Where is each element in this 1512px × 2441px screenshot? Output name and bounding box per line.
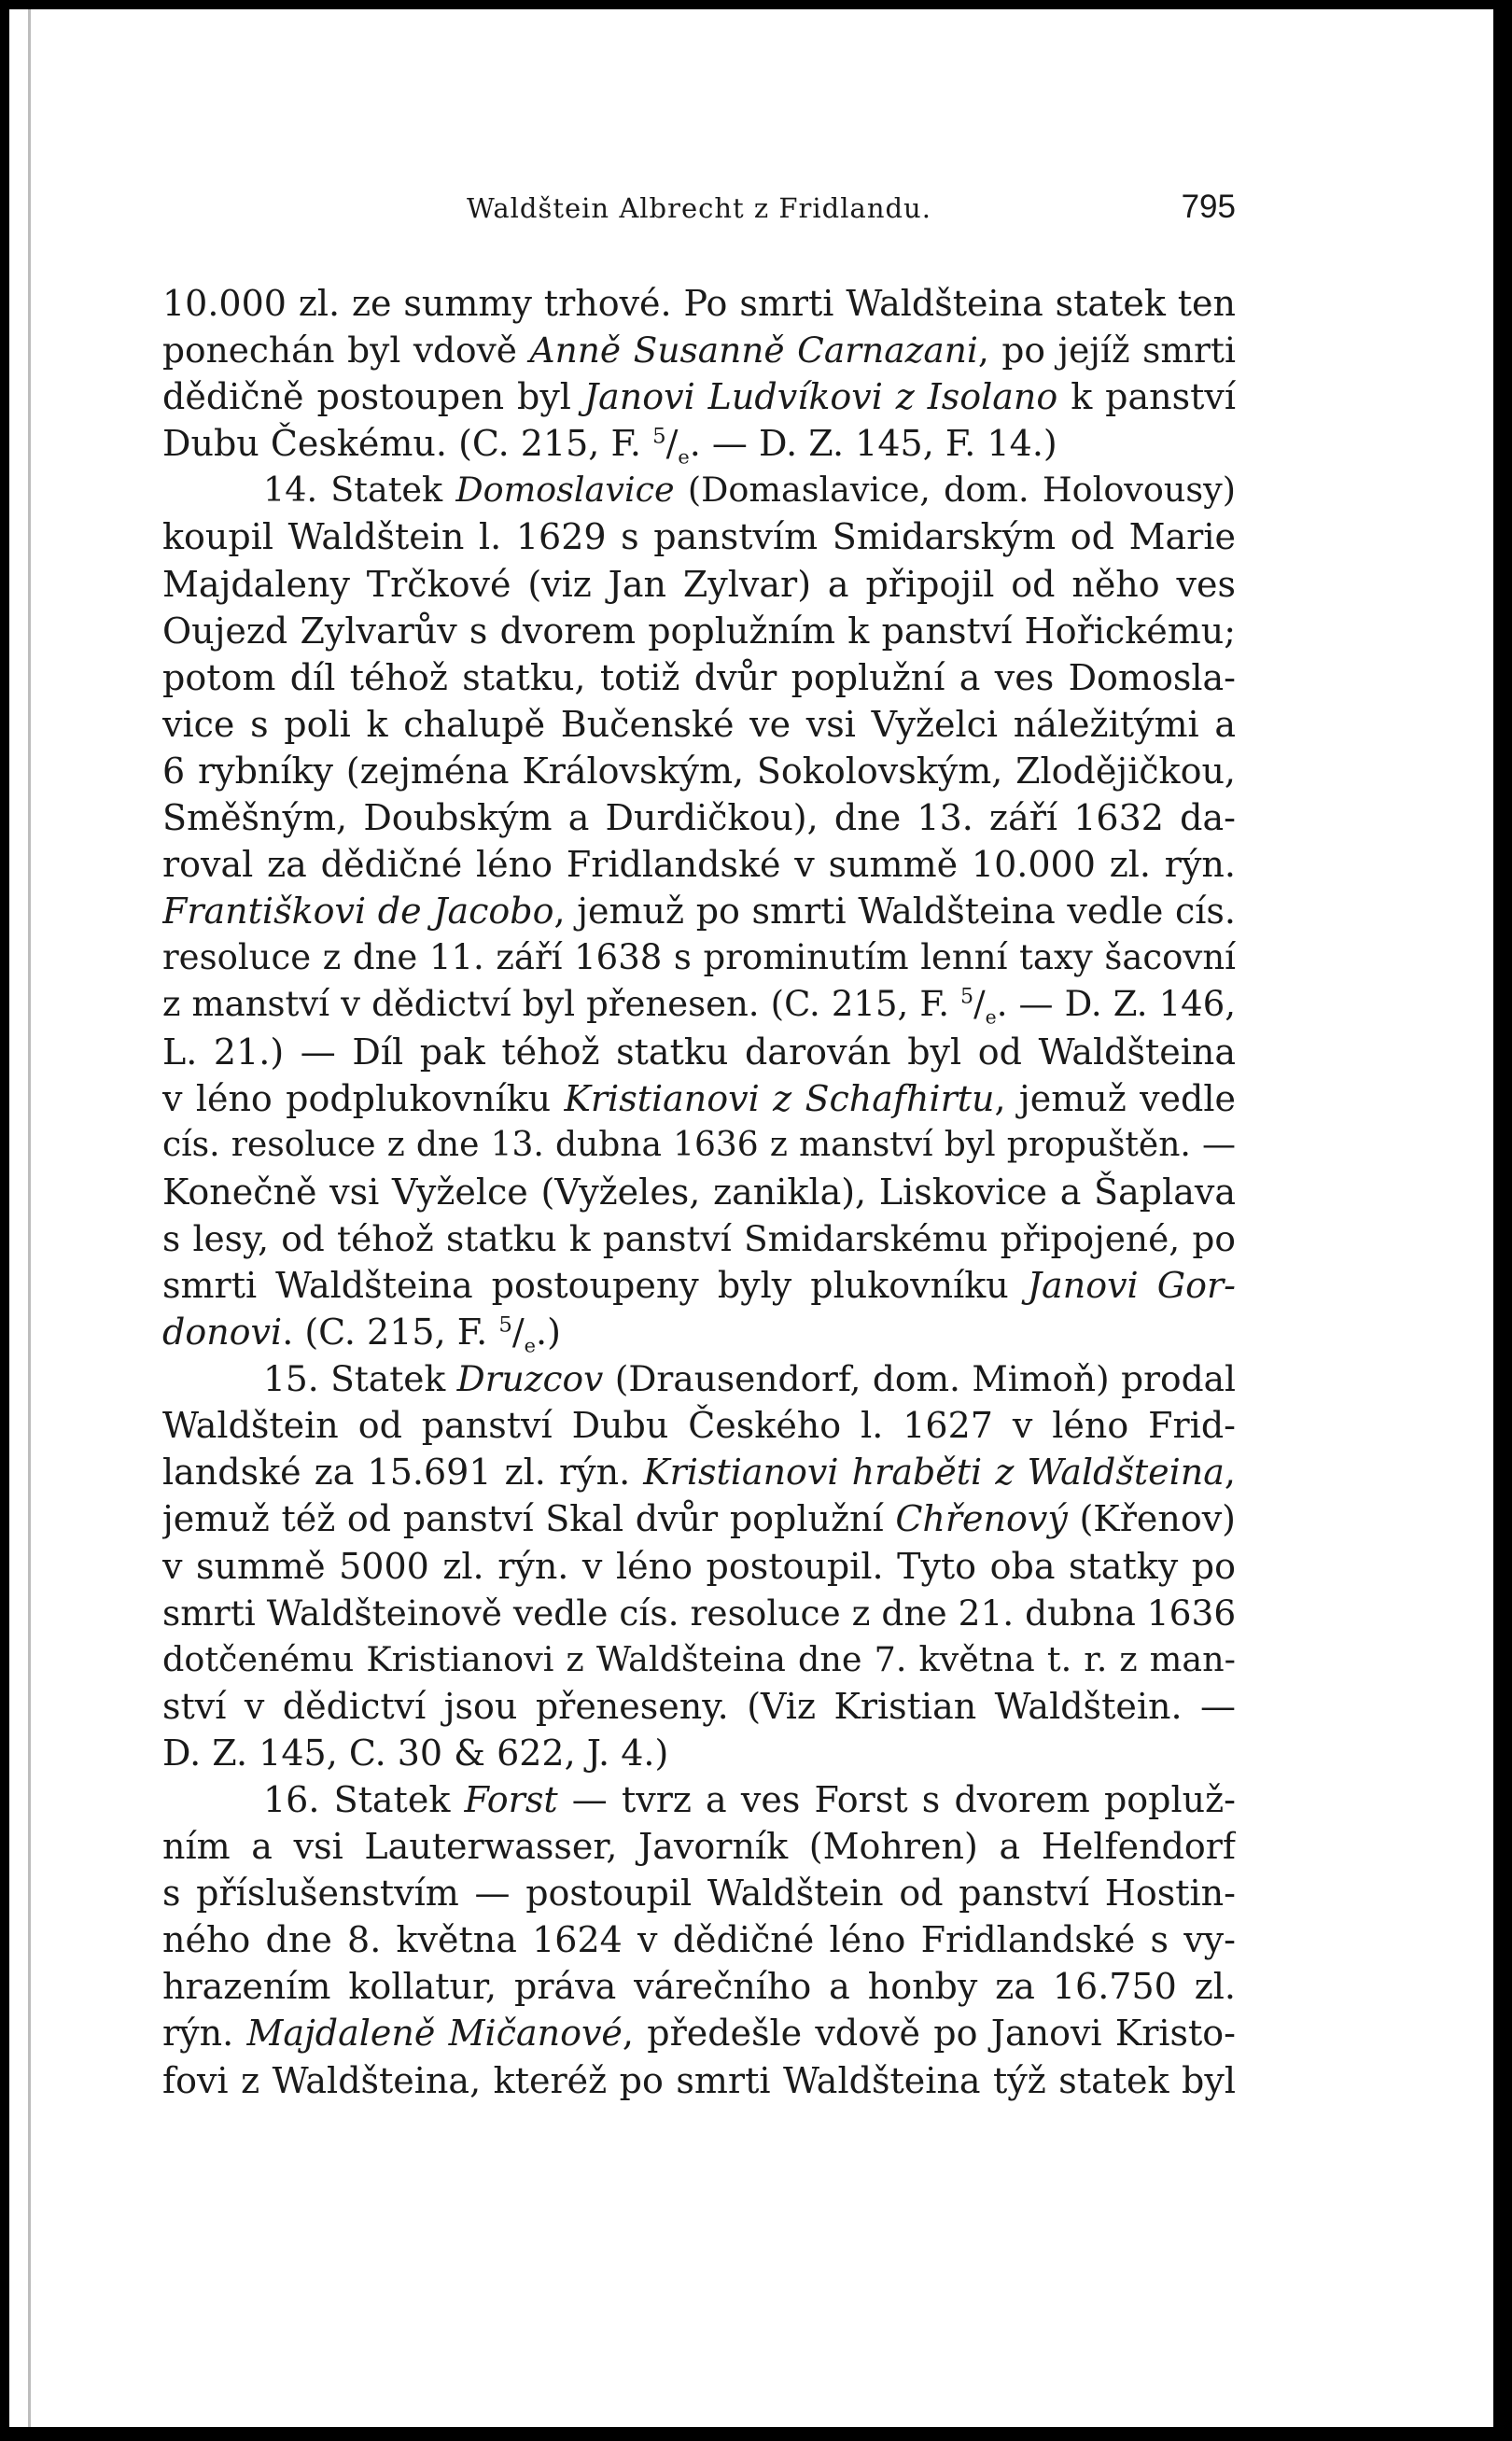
text-line: ného dne 8. května 1624 v dědičné léno Fridlandské s vy- xyxy=(162,1919,1236,1961)
text-line: vice s poli k chalupě Bučenské ve vsi Vyželci náležitými a xyxy=(162,703,1236,745)
page-header xyxy=(162,183,1236,239)
text-line: D. Z. 145, C. 30 & 622, J. 4.) xyxy=(162,1732,669,1774)
text-line: dědičně postoupen byl Janovi Ludvíkovi z Isolano k panství xyxy=(162,376,1236,418)
text-line: Směšným, Doubským a Durdičkou), dne 13. září 1632 da- xyxy=(162,797,1236,839)
page-edge xyxy=(9,9,31,2427)
text-line: potom díl téhož statku, totiž dvůr poplužní a ves Domosla- xyxy=(162,656,1236,698)
paragraph-16 xyxy=(162,1776,1236,2104)
text-line: Konečně vsi Vyželce (Vyželes, zanikla), Liskovice a Šaplava xyxy=(162,1171,1236,1213)
text-line: 10.000 zl. ze summy trhové. Po smrti Waldšteina statek ten xyxy=(162,283,1236,324)
text-line: dotčenému Kristianovi z Waldšteina dne 7. května t. r. z man- xyxy=(162,1638,1236,1679)
paragraph-continuation xyxy=(162,280,1236,467)
text-line: cís. resoluce z dne 13. dubna 1636 z manství byl propuštěn. — xyxy=(162,1125,1236,1164)
text-line: L. 21.) — Díl pak téhož statku darován byl od Waldšteina xyxy=(162,1031,1236,1073)
text-line: smrti Waldšteina postoupeny byly plukovníku Janovi Gor- xyxy=(162,1264,1236,1306)
text-line: Oujezd Zylvarův s dvorem poplužním k panství Hořickému; xyxy=(162,610,1236,652)
text-line: 16. Statek Forst — tvrz a ves Forst s dvorem popluž- xyxy=(263,1779,1236,1820)
text-line: fovi z Waldšteina, kteréž po smrti Waldšteina týž statek byl xyxy=(162,2059,1236,2101)
text-line: 15. Statek Druzcov (Drausendorf, dom. Mimoň) prodal xyxy=(263,1358,1236,1400)
text-line: v léno podplukovníku Kristianovi z Schafhirtu, jemuž vedle xyxy=(162,1077,1236,1119)
running-title: Waldštein Albrecht z Fridlandu. xyxy=(467,192,931,224)
text-line: s příslušenstvím — postoupil Waldštein od panství Hostin- xyxy=(162,1873,1236,1915)
text-line: ponechán byl vdově Anně Susanně Carnazani, po jejíž smrti xyxy=(162,330,1236,372)
text-line: ním a vsi Lauterwasser, Javorník (Mohren) a Helfendorf xyxy=(162,1826,1236,1868)
text-line: Majdaleny Trčkové (viz Jan Zylvar) a připojil od něho ves xyxy=(162,563,1236,605)
text-line: 14. Statek Domoslavice (Domaslavice, dom. Holovousy) xyxy=(263,470,1236,511)
text-line: Dubu Českému. (C. 215, F. $^5/_e$. — D. Z. 145, F. 14.) xyxy=(162,423,1057,468)
text-line: hrazením kollatur, práva várečního a honby za 16.750 zl. xyxy=(162,1966,1236,2008)
text-line: koupil Waldštein l. 1629 s panstvím Smidarským od Marie xyxy=(162,516,1236,558)
text-line: jemuž též od panství Skal dvůr poplužní Chřenový (Křenov) xyxy=(162,1498,1236,1540)
book-page xyxy=(9,9,1493,2427)
text-line: Františkovi de Jacobo, jemuž po smrti Waldšteina vedle cís. xyxy=(162,891,1236,933)
text-line: 6 rybníky (zejména Královským, Sokolovským, Zlodějičkou, xyxy=(162,750,1236,792)
text-line: resoluce z dne 11. září 1638 s prominutím lenní taxy šacovní xyxy=(162,937,1236,978)
text-line: s lesy, od téhož statku k panství Smidarskému připojené, po xyxy=(162,1217,1236,1259)
paragraph-14 xyxy=(162,467,1236,1355)
text-line: smrti Waldšteinově vedle cís. resoluce z dne 21. dubna 1636 xyxy=(162,1592,1236,1634)
text-line: ství v dědictví jsou přeneseny. (Viz Kristian Waldštein. — xyxy=(162,1685,1236,1727)
text-line: Waldštein od panství Dubu Českého l. 1627 v léno Frid- xyxy=(162,1405,1236,1447)
paragraph-15 xyxy=(162,1355,1236,1776)
text-line: rýn. Majdaleně Mičanové, předešle vdově po Janovi Kristo- xyxy=(162,2013,1236,2055)
text-line: landské za 15.691 zl. rýn. Kristianovi hraběti z Waldšteina, xyxy=(162,1452,1236,1494)
text-line: v summě 5000 zl. rýn. v léno postoupil. Tyto oba statky po xyxy=(162,1545,1236,1587)
page-number: 795 xyxy=(1181,189,1236,225)
text-line: donovi. (C. 215, F. $^5/_e$.) xyxy=(162,1312,561,1356)
text-line: roval za dědičné léno Fridlandské v summě 10.000 zl. rýn. xyxy=(162,844,1236,886)
text-line: z manství v dědictví byl přenesen. (C. 215, F. $^5/_e$. — D. Z. 146, xyxy=(162,984,1236,1029)
page-body xyxy=(162,280,1236,2104)
